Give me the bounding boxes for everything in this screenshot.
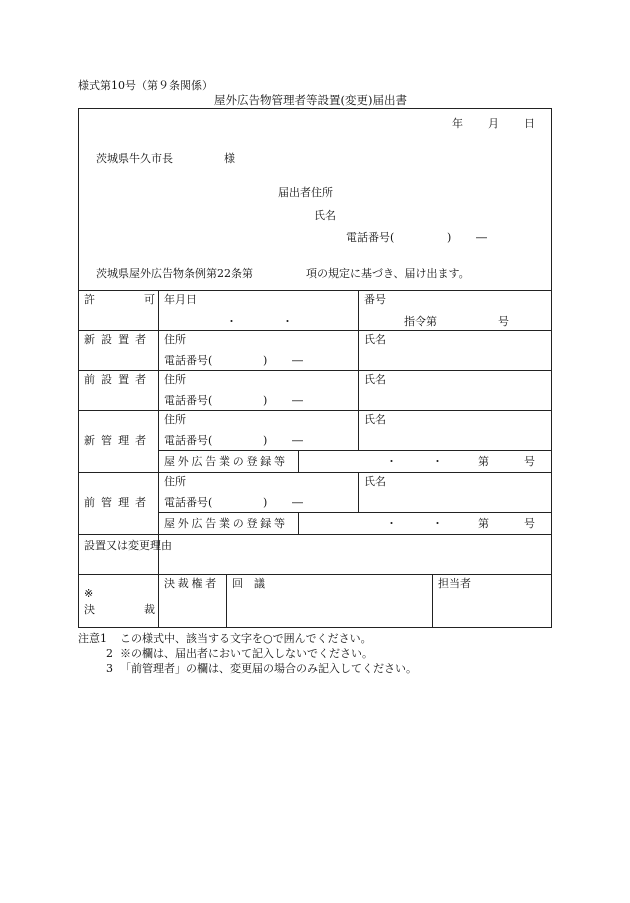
- prev-manager-phone-dash: ―: [292, 496, 303, 509]
- prev-installer-phone-close: ): [263, 394, 268, 407]
- approval-label-b: 裁: [144, 603, 155, 616]
- new-installer-phone-dash: ―: [292, 354, 303, 367]
- permit-date-dot-1: ・: [226, 315, 237, 328]
- applicant-phone-label: 電話番号(: [346, 231, 395, 244]
- date-day: 日: [524, 117, 535, 130]
- addressee-suffix: 様: [224, 152, 235, 165]
- vline-authority: [226, 574, 227, 628]
- permit-date-dot-2: ・: [282, 315, 293, 328]
- prev-manager-reg-dot-2: ・: [432, 517, 443, 530]
- divider-reason: [78, 574, 552, 575]
- divider-prev-installer: [78, 410, 552, 411]
- prev-installer-phone-label: 電話番号(: [164, 394, 213, 407]
- new-installer-address-label: 住所: [164, 333, 186, 346]
- divider-new-manager-inner: [158, 450, 552, 451]
- note-3-prefix: 3: [106, 662, 113, 675]
- authority-label: 決裁権者: [164, 577, 219, 590]
- new-installer-name-label: 氏名: [364, 333, 386, 346]
- prev-manager-name-label: 氏名: [364, 475, 386, 488]
- note-2-prefix: 2: [106, 647, 113, 660]
- permit-number-label: 番号: [364, 293, 386, 306]
- new-manager-registration-label: 屋外広告業の登録等: [164, 455, 288, 468]
- new-manager-name-label: 氏名: [364, 413, 386, 426]
- permit-date-label: 年月日: [164, 293, 197, 306]
- prev-manager-reg-prefix: 第: [478, 517, 489, 530]
- prev-installer-label: 前設置者: [84, 373, 153, 386]
- applicant-name-label: 氏名: [314, 209, 336, 222]
- divider-top-section: [78, 290, 552, 291]
- new-manager-reg-dot-1: ・: [386, 455, 397, 468]
- note-1-text: この様式中、該当する文字を○で囲んでください。: [120, 632, 372, 645]
- permit-number-suffix: 号: [498, 315, 509, 328]
- applicant-phone-close: ): [447, 231, 452, 244]
- prev-manager-phone-label: 電話番号(: [164, 496, 213, 509]
- vline-reg-col-b: [298, 512, 299, 534]
- new-installer-phone-label: 電話番号(: [164, 354, 213, 367]
- divider-prev-manager: [78, 534, 552, 535]
- vline-person: [432, 574, 433, 628]
- permit-label-a: 許: [84, 293, 95, 306]
- new-installer-label: 新設置者: [84, 333, 153, 346]
- permit-number-prefix: 指令第: [404, 315, 437, 328]
- note-3-text: 「前管理者」の欄は、変更届の場合のみ記入してください。: [120, 662, 417, 675]
- new-installer-phone-close: ): [263, 354, 268, 367]
- approval-mark: ※: [84, 587, 94, 600]
- new-manager-phone-close: ): [263, 434, 268, 447]
- prev-manager-reg-dot-1: ・: [386, 517, 397, 530]
- new-manager-reg-suffix: 号: [524, 455, 535, 468]
- date-year: 年: [452, 117, 463, 130]
- prev-installer-address-label: 住所: [164, 373, 186, 386]
- statement-suffix: 項の規定に基づき、届け出ます。: [306, 267, 470, 280]
- new-manager-phone-dash: ―: [292, 434, 303, 447]
- divider-new-installer: [78, 370, 552, 371]
- permit-label-b: 可: [144, 293, 155, 306]
- addressee: 茨城県牛久市長: [96, 152, 173, 165]
- prev-manager-label: 前管理者: [84, 496, 153, 509]
- date-month: 月: [488, 117, 499, 130]
- approval-label-a: 決: [84, 603, 95, 616]
- prev-manager-registration-label: 屋外広告業の登録等: [164, 517, 288, 530]
- new-manager-label: 新管理者: [84, 434, 153, 447]
- vline-name-col-b: [358, 472, 359, 512]
- new-manager-reg-dot-2: ・: [432, 455, 443, 468]
- circulation-label: 回 議: [232, 577, 265, 590]
- prev-installer-name-label: 氏名: [364, 373, 386, 386]
- note-1-prefix: 注意1: [78, 632, 107, 645]
- prev-manager-reg-suffix: 号: [524, 517, 535, 530]
- statement-prefix: 茨城県屋外広告物条例第22条第: [96, 267, 253, 280]
- prev-installer-phone-dash: ―: [292, 394, 303, 407]
- note-2-text: ※の欄は、届出者において記入しないでください。: [120, 647, 373, 660]
- reason-label: 設置又は変更理由: [84, 539, 172, 552]
- prev-manager-phone-close: ): [263, 496, 268, 509]
- vline-label-col: [158, 290, 159, 628]
- prev-manager-address-label: 住所: [164, 475, 186, 488]
- form-title: 屋外広告物管理者等設置(変更)届出書: [214, 93, 407, 107]
- applicant-phone-dash: ―: [476, 231, 487, 244]
- vline-name-col-a: [358, 290, 359, 450]
- form-number: 様式第10号（第９条関係）: [78, 79, 213, 92]
- divider-new-manager: [78, 472, 552, 473]
- applicant-address-label: 届出者住所: [278, 186, 333, 199]
- new-manager-phone-label: 電話番号(: [164, 434, 213, 447]
- new-manager-reg-prefix: 第: [478, 455, 489, 468]
- divider-permit: [78, 330, 552, 331]
- new-manager-address-label: 住所: [164, 413, 186, 426]
- divider-prev-manager-inner: [158, 512, 552, 513]
- person-in-charge-label: 担当者: [438, 577, 471, 590]
- vline-reg-col-a: [298, 450, 299, 472]
